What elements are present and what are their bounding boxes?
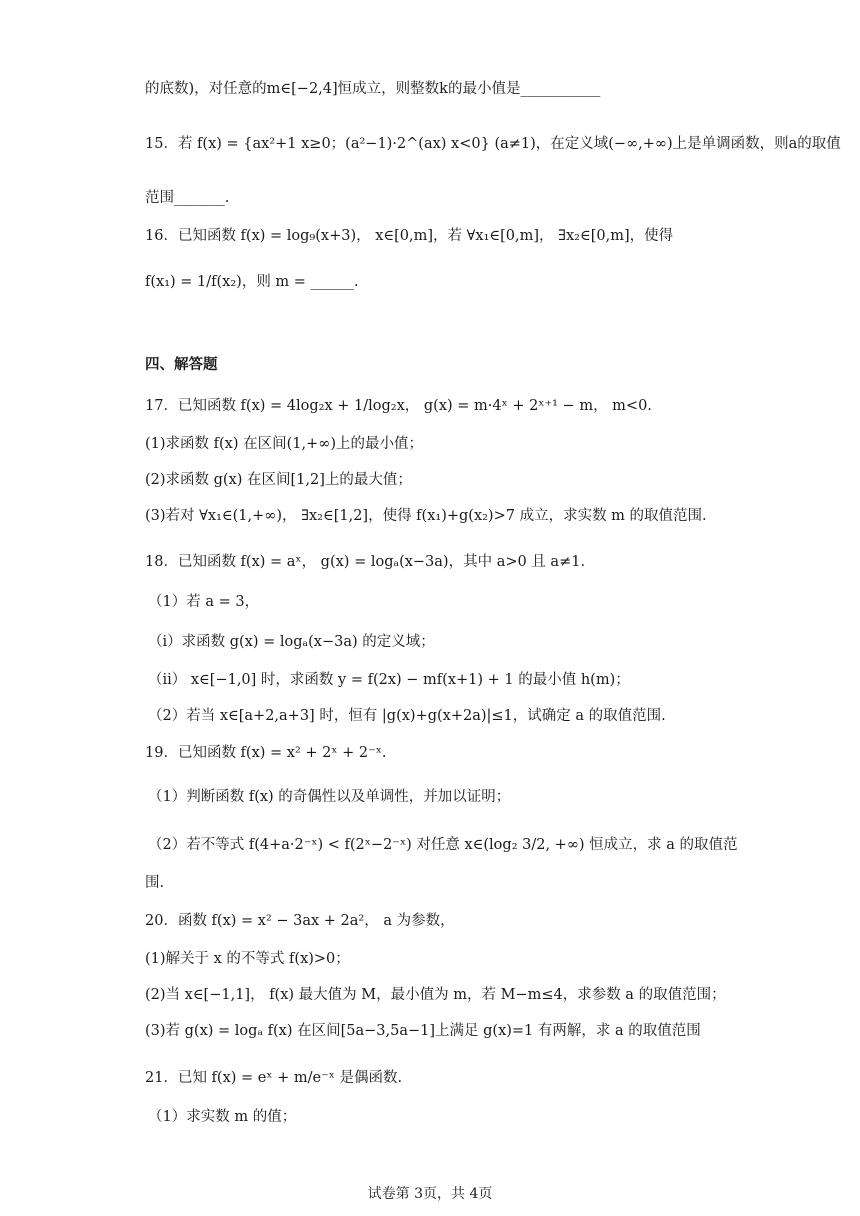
text-line: （2）若当 x∈[a+2,a+3] 时，恒有 |g(x)+g(x+2a)|≤1，试确定 a 的取值范围.: [148, 708, 666, 724]
text-line: f(x₁) = 1/f(x₂)，则 m = ______.: [145, 274, 359, 290]
text-line: 的底数)，对任意的m∈[−2,4]恒成立，则整数k的最小值是___________: [145, 81, 601, 97]
text-line: 15．若 f(x) = {ax²+1 x≥0；(a²−1)·2^(ax) x<0} (a≠1)，在定义域(−∞,+∞)上是单调函数，则a的取值: [145, 136, 841, 152]
text-line: 18．已知函数 f(x) = aˣ， g(x) = logₐ(x−3a)，其中 a>0 且 a≠1.: [145, 554, 586, 570]
text-line: （1）若 a = 3，: [148, 594, 260, 610]
text-line: （ii） x∈[−1,0] 时，求函数 y = f(2x) − mf(x+1) + 1 的最小值 h(m)；: [148, 672, 630, 688]
text-line: (3)若 g(x) = logₐ f(x) 在区间[5a−3,5a−1]上满足 g(x)=1 有两解，求 a 的取值范围: [145, 1023, 701, 1039]
text-line: 21．已知 f(x) = eˣ + m/e⁻ˣ 是偶函数.: [145, 1070, 403, 1086]
text-line: (1)解关于 x 的不等式 f(x)>0；: [145, 951, 350, 967]
text-line: （i）求函数 g(x) = logₐ(x−3a) 的定义域；: [148, 634, 435, 650]
text-line: （1）判断函数 f(x) 的奇偶性以及单调性，并加以证明；: [148, 789, 511, 805]
text-line: 范围_______.: [145, 190, 230, 206]
text-line: 16．已知函数 f(x) = log₉(x+3)， x∈[0,m]，若 ∀x₁∈[0,m]， ∃x₂∈[0,m]，使得: [145, 228, 674, 244]
text-line: (2)求函数 g(x) 在区间[1,2]上的最大值；: [145, 472, 412, 488]
text-line: 17．已知函数 f(x) = 4log₂x + 1/log₂x， g(x) = m·4ˣ + 2ˣ⁺¹ − m， m<0.: [145, 398, 652, 414]
text-line: （1）求实数 m 的值；: [148, 1109, 297, 1125]
page-footer: 试卷第 3页，共 4页: [367, 1186, 493, 1202]
text-line: (2)当 x∈[−1,1]， f(x) 最大值为 M，最小值为 m，若 M−m≤4，求参数 a 的取值范围；: [145, 987, 726, 1003]
text-line: (3)若对 ∀x₁∈(1,+∞)， ∃x₂∈[1,2]，使得 f(x₁)+g(x₂)>7 成立，求实数 m 的取值范围.: [145, 508, 707, 524]
section-heading: 四、解答题: [145, 356, 218, 373]
text-line: 19．已知函数 f(x) = x² + 2ˣ + 2⁻ˣ.: [145, 745, 387, 761]
text-line: （2）若不等式 f(4+a·2⁻ˣ) < f(2ˣ−2⁻ˣ) 对任意 x∈(log₂ 3/2, +∞) 恒成立，求 a 的取值范: [148, 837, 738, 853]
text-line: 20．函数 f(x) = x² − 3ax + 2a²， a 为参数，: [145, 913, 455, 929]
text-line: 围.: [145, 875, 165, 891]
text-line: (1)求函数 f(x) 在区间(1,+∞)上的最小值；: [145, 436, 423, 452]
